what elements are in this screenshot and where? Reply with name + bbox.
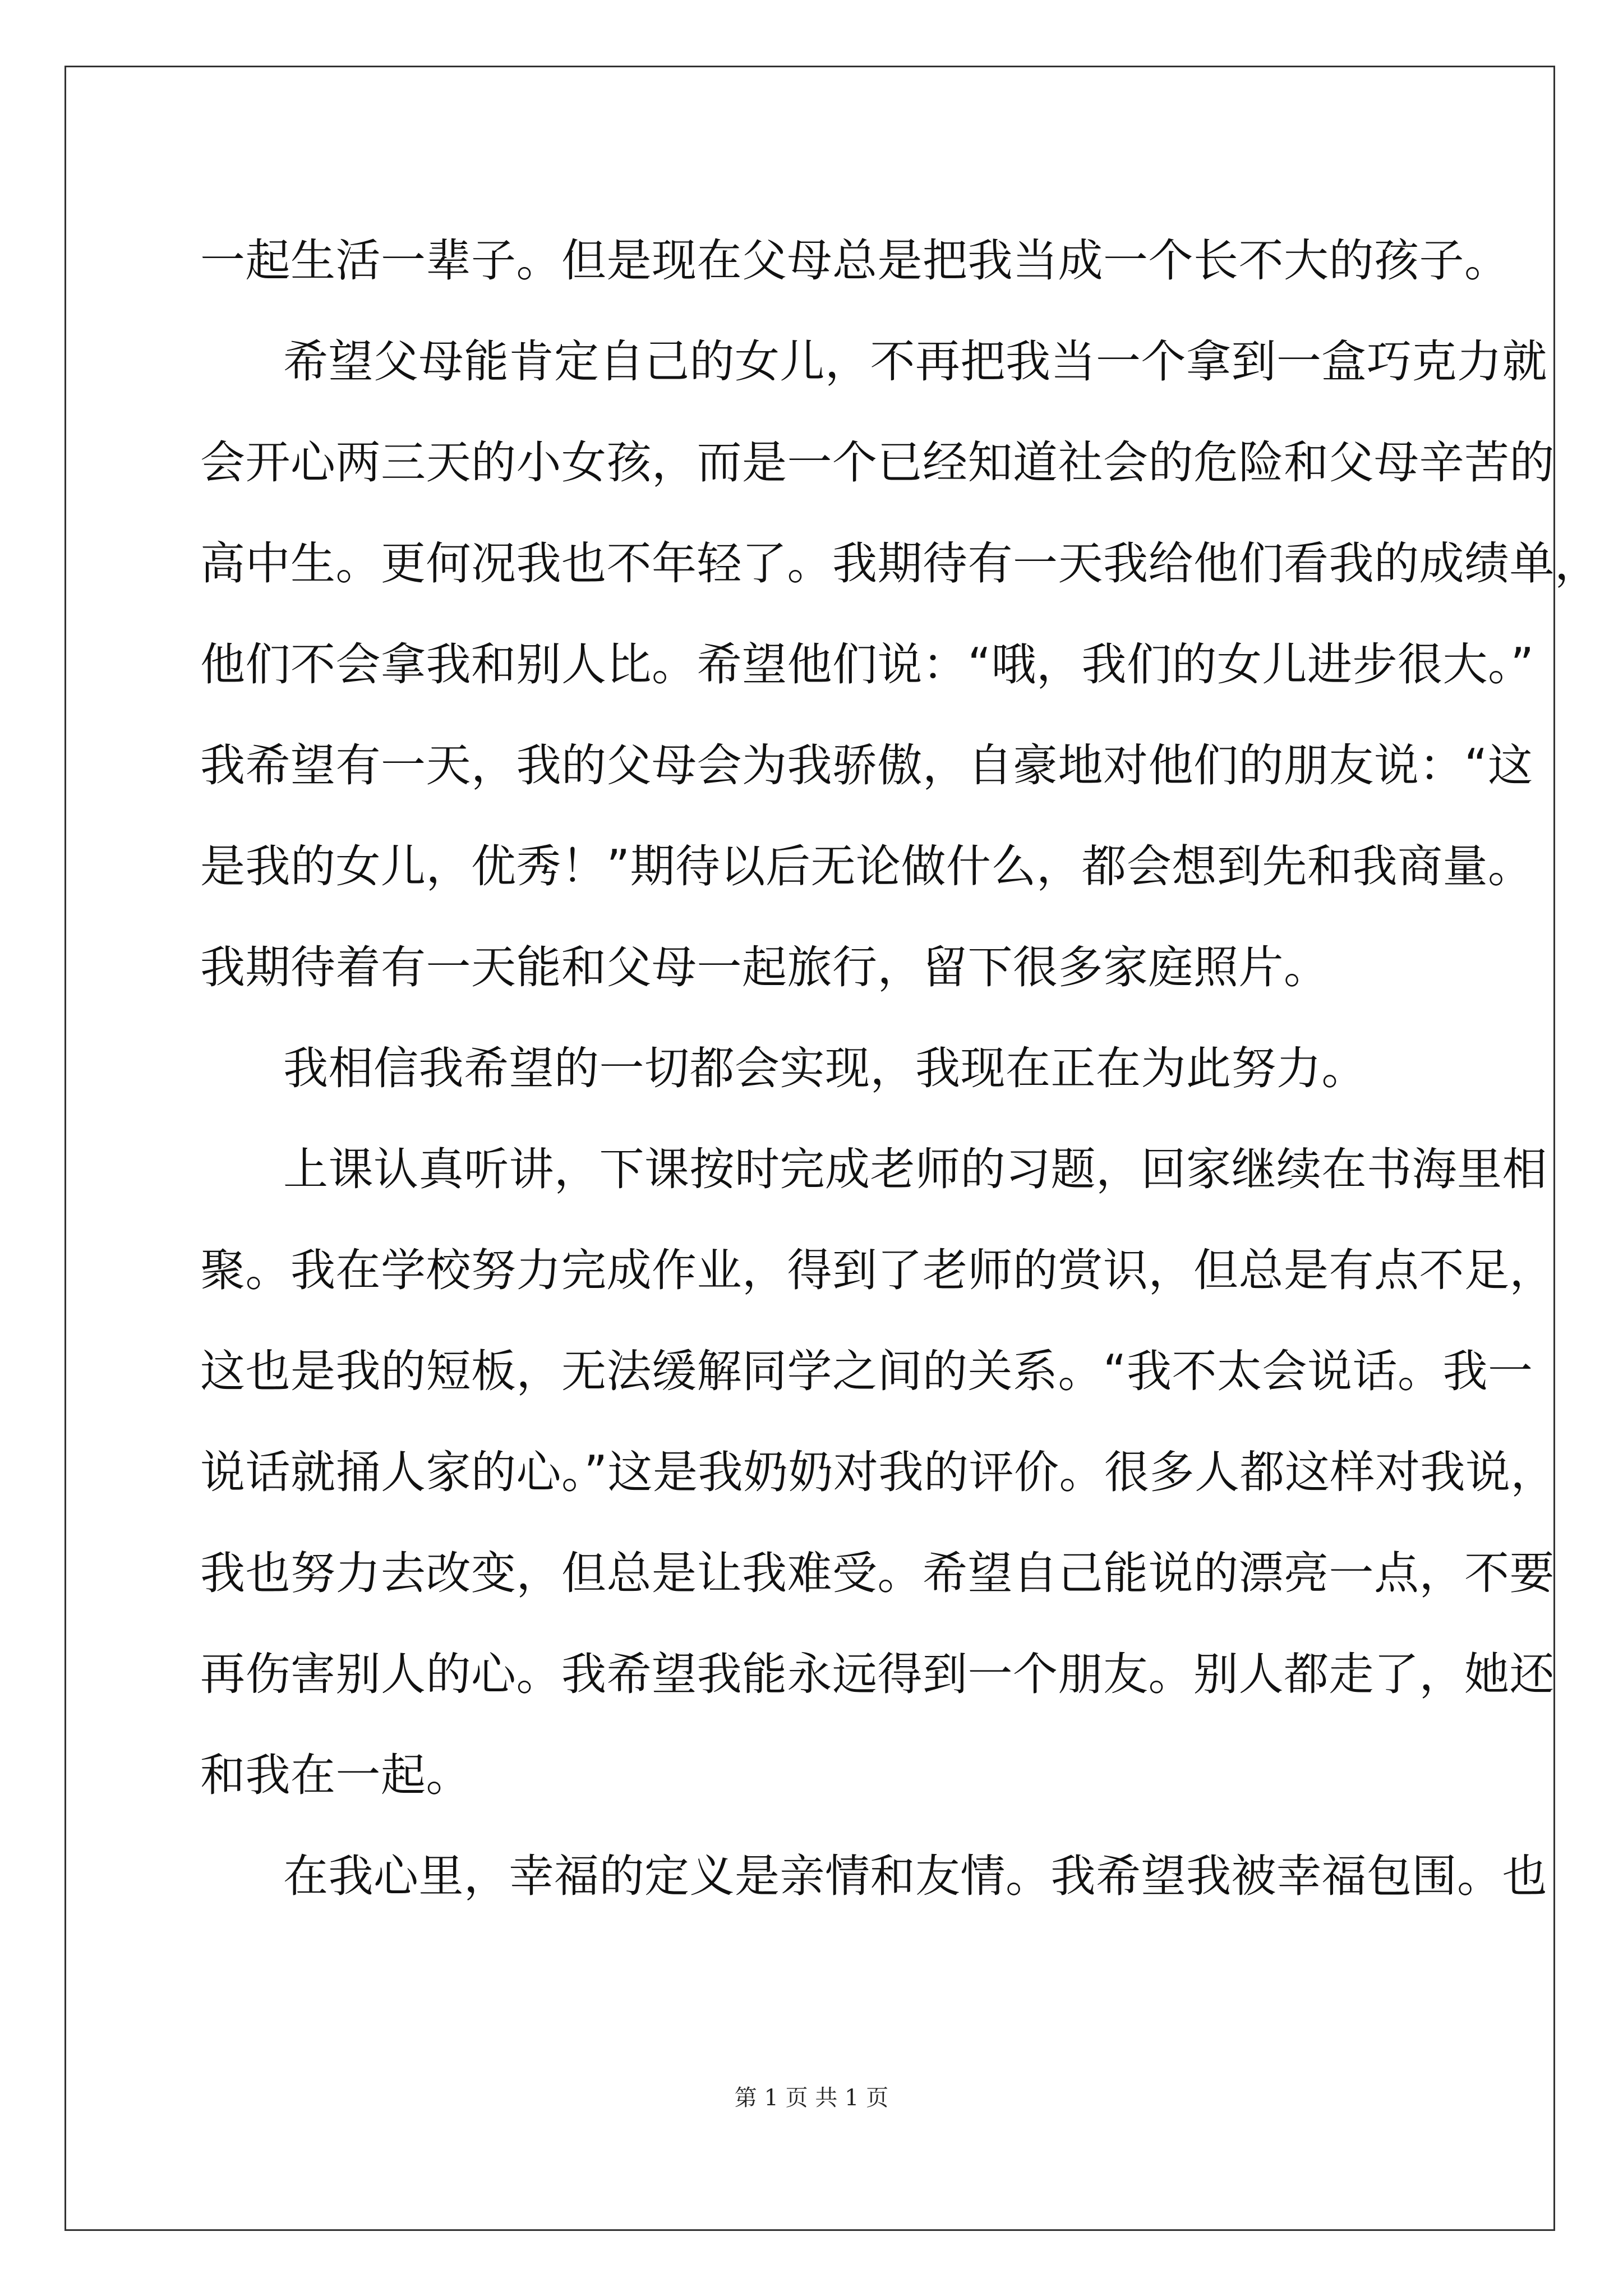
- text-line: 他们不会拿我和别人比。希望他们说：“哦，我们的女儿进步很大。”: [200, 638, 1534, 691]
- text-line: 一起生活一辈子。但是现在父母总是把我当成一个长不大的孩子。: [200, 234, 1510, 287]
- text-line: 会开心两三天的小女孩，而是一个已经知道社会的危险和父母辛苦的: [200, 436, 1555, 489]
- text-line: 是我的女儿，优秀！”期待以后无论做什么，都会想到先和我商量。: [200, 840, 1533, 892]
- document-body: [200, 210, 1600, 1927]
- text-line: 说话就捅人家的心。”这是我奶奶对我的评价。很多人都这样对我说，: [200, 1446, 1556, 1498]
- text-line: 希望父母能肯定自己的女儿，不再把我当一个拿到一盒巧克力就: [283, 335, 1547, 388]
- text-line: 我期待着有一天能和父母一起旅行，留下很多家庭照片。: [200, 941, 1329, 993]
- text-line: 上课认真听讲，下课按时完成老师的习题，回家继续在书海里相: [283, 1143, 1547, 1195]
- text-line: 在我心里，幸福的定义是亲情和友情。我希望我被幸福包围。也: [283, 1850, 1547, 1902]
- page-number-footer: 第 1 页 共 1 页: [734, 2085, 889, 2111]
- text-line: 再伤害别人的心。我希望我能永远得到一个朋友。别人都走了，她还: [200, 1648, 1555, 1700]
- text-line: 聚。我在学校努力完成作业，得到了老师的赏识，但总是有点不足，: [200, 1244, 1555, 1296]
- text-line: 这也是我的短板，无法缓解同学之间的关系。“我不太会说话。我一: [200, 1345, 1533, 1397]
- text-line: 高中生。更何况我也不年轻了。我期待有一天我给他们看我的成绩单，: [200, 537, 1600, 590]
- text-line: 我相信我希望的一切都会实现，我现在正在为此努力。: [283, 1042, 1367, 1094]
- text-line: 我也努力去改变，但总是让我难受。希望自己能说的漂亮一点，不要: [200, 1547, 1555, 1599]
- text-line: 我希望有一天，我的父母会为我骄傲，自豪地对他们的朋友说：“这: [200, 739, 1533, 792]
- text-line: 和我在一起。: [200, 1749, 471, 1801]
